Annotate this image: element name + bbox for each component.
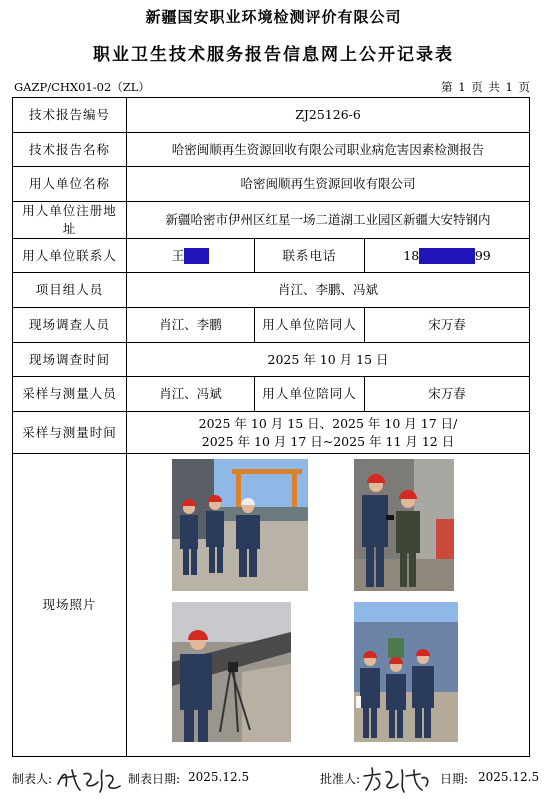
organization-name: 新疆国安职业环境检测评价有限公司 <box>145 8 402 26</box>
label-survey-time: 现场调查时间 <box>13 343 127 377</box>
page-indicator: 第 1 页 共 1 页 <box>441 80 531 94</box>
label-site-photos: 现场照片 <box>13 454 127 757</box>
label-survey-companion: 用人单位陪同人 <box>255 308 365 343</box>
contact-name-visible: 王 <box>171 247 185 263</box>
label-survey-staff: 现场调查人员 <box>13 308 127 343</box>
value-contact-phone <box>365 239 530 273</box>
site-photo-4 <box>354 602 458 742</box>
row-employer-address <box>13 202 530 239</box>
label-employer-address: 用人单位注册地址 <box>13 202 127 239</box>
value-employer-name: 哈密闽顺再生资源回收有限公司 <box>127 167 530 202</box>
prepared-date-label: 制表日期: <box>128 772 181 786</box>
site-photos-cell <box>127 454 530 757</box>
label-sampling-companion: 用人单位陪同人 <box>255 377 365 412</box>
row-sampling-staff <box>13 377 530 412</box>
approver-signature-icon <box>360 764 434 794</box>
approver-label: 批准人: <box>320 772 361 786</box>
value-survey-staff: 肖江、李鹏 <box>127 308 255 343</box>
site-photo-1 <box>172 459 308 591</box>
label-contact-person: 用人单位联系人 <box>13 239 127 273</box>
label-report-name: 技术报告名称 <box>13 133 127 167</box>
row-employer-name <box>13 167 530 202</box>
preparer-signature-icon <box>54 764 124 794</box>
row-contact <box>13 239 530 273</box>
document-title: 职业卫生技术服务报告信息网上公开记录表 <box>93 45 454 65</box>
label-project-team: 项目组人员 <box>13 273 127 308</box>
label-sampling-staff: 采样与测量人员 <box>13 377 127 412</box>
value-report-name: 哈密闽顺再生资源回收有限公司职业病危害因素检测报告 <box>127 133 530 167</box>
phone-redaction <box>419 248 475 264</box>
document-code: GAZP/CHX01-02（ZL） <box>14 80 150 94</box>
prepared-date: 2025.12.5 <box>188 770 250 784</box>
value-report-number: ZJ25126-6 <box>127 98 530 133</box>
photo-grid <box>158 454 499 756</box>
contact-name-redaction <box>184 248 209 264</box>
footer <box>0 764 547 794</box>
row-site-photos <box>13 454 530 757</box>
value-sampling-staff: 肖江、冯斌 <box>127 377 255 412</box>
value-survey-companion: 宋万春 <box>365 308 530 343</box>
row-project-team <box>13 273 530 308</box>
label-report-number: 技术报告编号 <box>13 98 127 133</box>
phone-suffix: 99 <box>474 247 491 263</box>
value-sampling-time <box>127 412 530 454</box>
row-survey-staff <box>13 308 530 343</box>
value-survey-time: 2025 年 10 月 15 日 <box>127 343 530 377</box>
preparer-label: 制表人: <box>12 772 53 786</box>
row-survey-time <box>13 343 530 377</box>
value-contact-person <box>127 239 255 273</box>
sampling-time-line-2: 2025 年 10 月 17 日~2025 年 11 月 12 日 <box>201 433 455 449</box>
approved-date-label: 日期: <box>440 772 469 786</box>
value-employer-address: 新疆哈密市伊州区红星一场二道湖工业园区新疆大安特钢内 <box>127 202 530 239</box>
row-report-name <box>13 133 530 167</box>
sampling-time-line-1: 2025 年 10 月 15 日、2025 年 10 月 17 日/ <box>198 415 458 431</box>
site-photo-2 <box>354 459 454 591</box>
phone-prefix: 18 <box>403 247 420 263</box>
label-employer-name: 用人单位名称 <box>13 167 127 202</box>
label-contact-phone: 联系电话 <box>255 239 365 273</box>
value-sampling-companion: 宋万春 <box>365 377 530 412</box>
site-photo-3 <box>172 602 291 742</box>
approved-date: 2025.12.5 <box>478 770 540 784</box>
value-project-team: 肖江、李鹏、冯斌 <box>127 273 530 308</box>
record-table <box>12 97 530 757</box>
row-sampling-time <box>13 412 530 454</box>
label-sampling-time: 采样与测量时间 <box>13 412 127 454</box>
row-report-number <box>13 98 530 133</box>
